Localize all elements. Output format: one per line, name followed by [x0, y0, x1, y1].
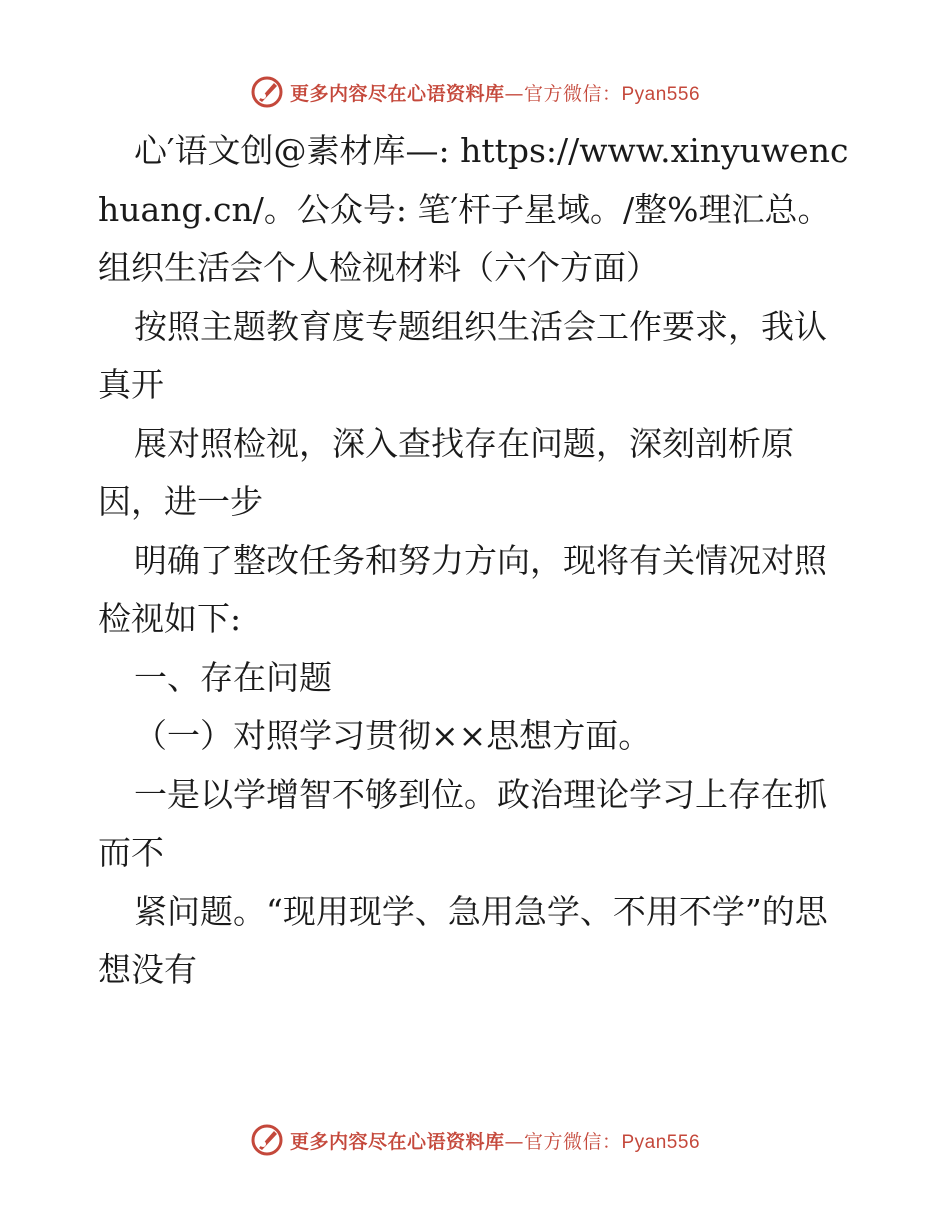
watermark-main: 更多内容尽在心语资料库: [289, 82, 505, 105]
watermark-official: 官方微信：: [523, 1130, 622, 1153]
document-body: [98, 122, 858, 1000]
quill-logo-icon: [250, 75, 284, 109]
subsection-heading: （一）对照学习贯彻××思想方面。: [134, 716, 652, 755]
paragraph: 展对照检视，深入查找存在问题，深刻剖析原因，进一步: [98, 423, 794, 521]
quill-logo-icon: [250, 1123, 284, 1157]
watermark-separator: —: [504, 1130, 524, 1153]
footer-watermark: [0, 1118, 950, 1162]
paragraph: 明确了整改任务和努力方向，现将有关情况对照检视如下:: [98, 540, 827, 638]
paragraph: 紧问题。“现用现学、急用急学、不用不学”的思想没有: [98, 891, 828, 989]
watermark-official: 官方微信：: [523, 82, 622, 105]
watermark-id: Pyan556: [621, 83, 701, 105]
paragraph: 按照主题教育度专题组织生活会工作要求，我认真开: [98, 306, 827, 404]
section-heading: 一、存在问题: [134, 657, 332, 697]
watermark-main: 更多内容尽在心语资料库: [289, 1130, 505, 1153]
watermark-separator: —: [504, 82, 524, 105]
header-watermark: [0, 70, 950, 114]
paragraph-header: 心′语文创@素材库—: https://www.xinyuwenchuang.cn/。公众号: 笔′杆子星域。/整%理汇总。组织生活会个人检视材料（六个方面）: [98, 131, 849, 287]
watermark-id: Pyan556: [621, 1131, 701, 1153]
paragraph: 一是以学增智不够到位。政治理论学习上存在抓而不: [98, 774, 827, 872]
